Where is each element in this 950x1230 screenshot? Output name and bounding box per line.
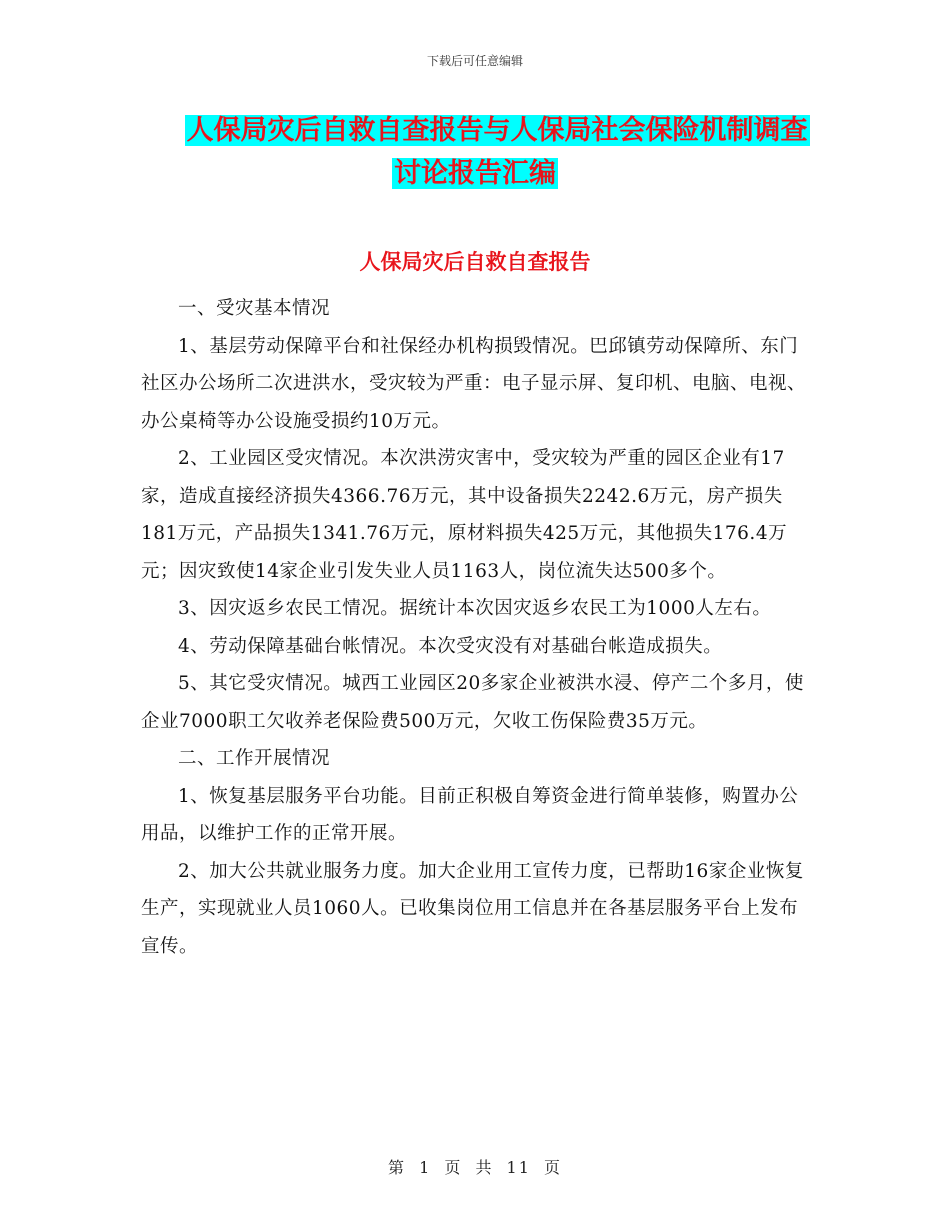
document-title-line-1 [22, 112, 950, 150]
paragraph-platform-damage: 1、基层劳动保障平台和社保经办机构损毁情况。巴邱镇劳动保障所、东门社区办公场所二次进洪水，受灾较为严重：电子显示屏、复印机、电脑、电视、办公桌椅等办公设施受损约10万元。 [141, 335, 807, 432]
document-title-line-2 [0, 155, 950, 193]
paragraph-industrial-park: 2、工业园区受灾情况。本次洪涝灾害中，受灾较为严重的园区企业有17家，造成直接经济损失4366.76万元，其中设备损失2242.6万元，房产损失181万元，产品损失1341.76万元，原材料损失425万元，其他损失176.4万元；因灾致使14家企业引发失业人员1163人，岗位流失达500多个。 [141, 448, 788, 582]
heading-work-progress: 二、工作开展情况 [178, 748, 331, 769]
page-footer: 第 1 页 共 11 页 [388, 1158, 562, 1177]
paragraph-ledger: 4、劳动保障基础台帐情况。本次受灾没有对基础台帐造成损失。 [178, 635, 723, 657]
page-header-note: 下载后可任意编辑 [426, 54, 523, 68]
paragraph-restore-platform: 1、恢复基层服务平台功能。目前正积极自筹资金进行简单装修，购置办公用品，以维护工作的正常开展。 [141, 785, 799, 844]
paragraph-employment-services: 2、加大公共就业服务力度。加大企业用工宣传力度，已帮助16家企业恢复生产，实现就业人员1060人。已收集岗位用工信息并在各基层服务平台上发布宣传。 [141, 860, 804, 957]
section-title: 人保局灾后自救自查报告 [359, 250, 591, 274]
heading-disaster-situation: 一、受灾基本情况 [178, 298, 331, 319]
paragraph-migrant-workers: 3、因灾返乡农民工情况。据统计本次因灾返乡农民工为1000人左右。 [178, 598, 772, 619]
paragraph-other-damage: 5、其它受灾情况。城西工业园区20多家企业被洪水浸、停产二个多月，使企业7000职工欠收养老保险费500万元，欠收工伤保险费35万元。 [141, 673, 804, 732]
document-title-text-1: 人保局灾后自救自查报告与人保局社会保险机制调查 [186, 115, 808, 146]
document-title-text-2: 讨论报告汇编 [394, 158, 556, 189]
document-body [141, 290, 811, 965]
